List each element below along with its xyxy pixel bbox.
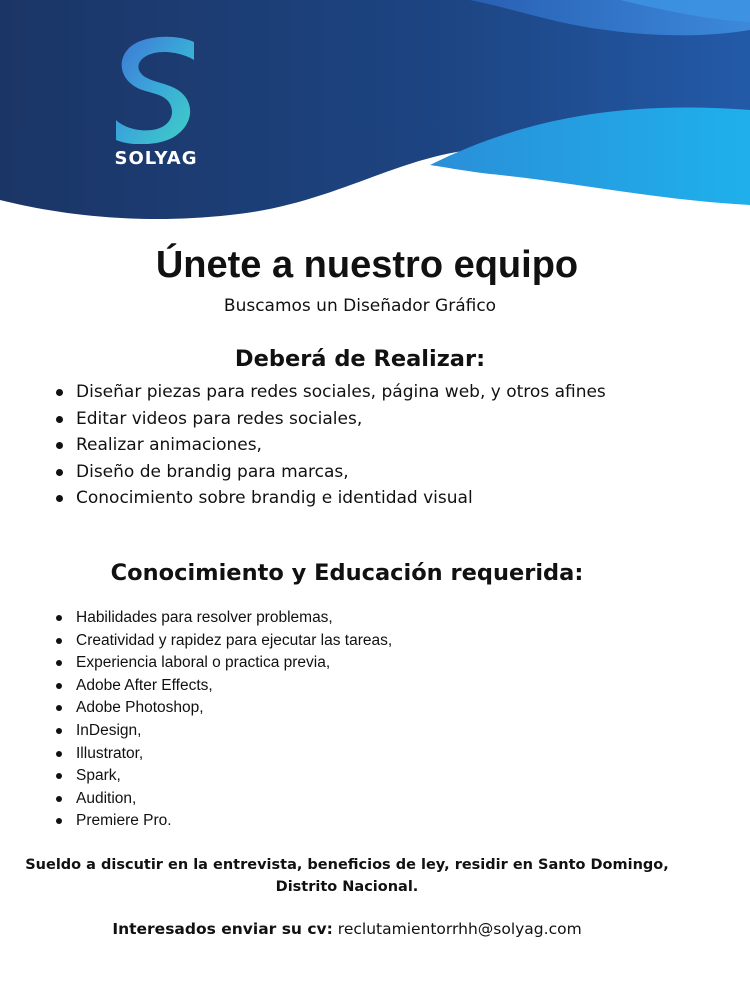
list-item: Experiencia laboral o practica previa,	[54, 652, 392, 675]
salary-line-2: Distrito Nacional.	[275, 879, 419, 895]
list-item: Editar videos para redes sociales,	[54, 406, 606, 433]
requirements-list	[54, 607, 392, 833]
page-title: Únete a nuestro equipo	[155, 244, 579, 286]
contact-line	[0, 920, 694, 938]
contact-email[interactable]: reclutamientorrhh@solyag.com	[337, 920, 582, 938]
salary-note	[0, 854, 694, 898]
salary-line-1: Sueldo a discutir en la entrevista, beneficios de ley, residir en Santo Domingo,	[25, 857, 669, 873]
list-item: InDesign,	[54, 720, 392, 743]
tasks-list	[54, 379, 606, 512]
tasks-heading: Deberá de Realizar:	[234, 346, 486, 372]
contact-label: Interesados enviar su cv:	[112, 920, 333, 938]
list-item: Illustrator,	[54, 743, 392, 766]
list-item: Adobe After Effects,	[54, 675, 392, 698]
list-item: Realizar animaciones,	[54, 432, 606, 459]
list-item: Habilidades para resolver problemas,	[54, 607, 392, 630]
brand-name: SOLYAG	[114, 148, 198, 169]
requirements-heading: Conocimiento y Educación requerida:	[110, 560, 584, 586]
list-item: Spark,	[54, 765, 392, 788]
list-item: Diseñar piezas para redes sociales, página web, y otros afines	[54, 379, 606, 406]
list-item: Premiere Pro.	[54, 810, 392, 833]
list-item: Audition,	[54, 788, 392, 811]
list-item: Conocimiento sobre brandig e identidad visual	[54, 485, 606, 512]
company-logo	[106, 36, 206, 169]
list-item: Adobe Photoshop,	[54, 697, 392, 720]
page-subtitle: Buscamos un Diseñador Gráfico	[223, 296, 497, 316]
list-item: Creatividad y rapidez para ejecutar las tareas,	[54, 630, 392, 653]
solyag-s-logo-icon	[112, 36, 196, 144]
list-item: Diseño de brandig para marcas,	[54, 459, 606, 486]
